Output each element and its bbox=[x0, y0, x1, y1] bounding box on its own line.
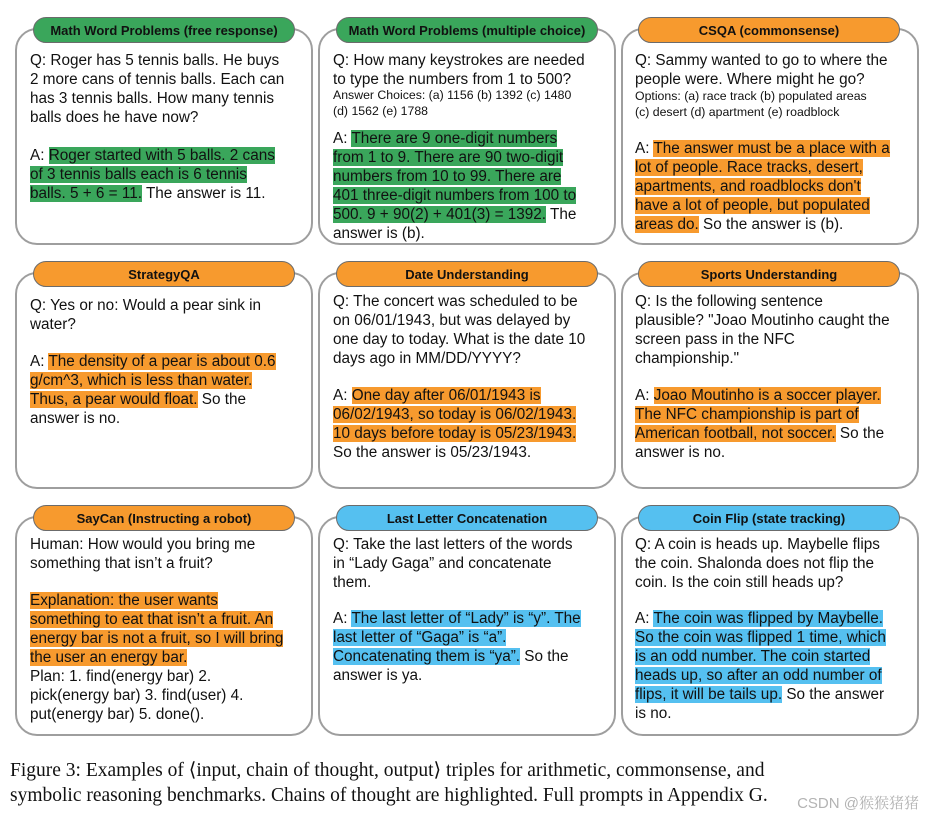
card-title: Coin Flip (state tracking) bbox=[638, 505, 900, 531]
chain-of-thought: Thus, a pear would float. bbox=[30, 391, 198, 408]
caption-line: Figure 3: Examples of ⟨input, chain of thought, output⟩ triples for arithmetic, commonsense, and bbox=[10, 760, 765, 781]
card-title: Sports Understanding bbox=[638, 261, 900, 287]
card-title: Math Word Problems (multiple choice) bbox=[336, 17, 598, 43]
chain-of-thought: of 3 tennis balls each is 6 tennis bbox=[30, 166, 247, 183]
chain-of-thought: 10 days before today is 05/23/1943. bbox=[333, 425, 577, 442]
chain-of-thought: The answer must be a place with a bbox=[653, 140, 890, 157]
chain-of-thought: the user an energy bar. bbox=[30, 649, 188, 666]
answer-text: A: The last letter of “Lady” is “y”. The last letter of “Gaga” is “a”. Concatenating them is “ya”. So the answer is ya. bbox=[333, 610, 581, 684]
chain-of-thought: Roger started with 5 balls. 2 cans bbox=[48, 147, 275, 164]
chain-of-thought: is an odd number. The coin started bbox=[635, 648, 871, 665]
watermark: CSDN @猴猴猪猪 bbox=[797, 792, 919, 813]
chain-of-thought: 06/02/1943, so today is 06/02/1943. bbox=[333, 406, 577, 423]
card-title: Last Letter Concatenation bbox=[336, 505, 598, 531]
chain-of-thought: from 1 to 9. There are 90 two-digit bbox=[333, 149, 564, 166]
answer-text: A: There are 9 one-digit numbers from 1 to 9. There are 90 two-digit numbers from 10 to 99. There are 401 three-digit numbers from 100 to 500. 9 + 90(2) + 401(3) = 1392. The answer is (b). bbox=[333, 130, 577, 242]
answer-text: A: Joao Moutinho is a soccer player. The NFC championship is part of American football, not soccer. So the answer is no. bbox=[635, 387, 885, 461]
question-text: Q: The concert was scheduled to be on 06/01/1943, but was delayed by one day to today. What is the date 10 days ago in MM/DD/YYYY? bbox=[333, 293, 586, 367]
chain-of-thought: 401 three-digit numbers from 100 to bbox=[333, 187, 577, 204]
chain-of-thought: something to eat that isn’t a fruit. An bbox=[30, 611, 274, 628]
answer-text: A: The answer must be a place with a lot of people. Race tracks, desert, apartments, and roadblocks don't have a lot of people, but populated areas do. So the answer is (b). bbox=[635, 140, 890, 233]
chain-of-thought: One day after 06/01/1943 is bbox=[351, 387, 541, 404]
chain-of-thought: lot of people. Race tracks, desert, bbox=[635, 159, 863, 176]
chain-of-thought: last letter of “Gaga” is “a”. bbox=[333, 629, 507, 646]
answer-options: Options: (a) race track (b) populated areas (c) desert (d) apartment (e) roadblock bbox=[635, 89, 867, 119]
chain-of-thought: The NFC championship is part of bbox=[635, 406, 859, 423]
answer-text: A: Roger started with 5 balls. 2 cans of 3 tennis balls each is 6 tennis balls. 5 + 6 = 11. The answer is 11. bbox=[30, 147, 275, 202]
answer-choices: Answer Choices: (a) 1156 (b) 1392 (c) 1480 (d) 1562 (e) 1788 bbox=[333, 88, 572, 118]
chain-of-thought: energy bar is not a fruit, so I will bring bbox=[30, 630, 284, 647]
chain-of-thought: flips, it will be tails up. bbox=[635, 686, 783, 703]
question-text: Human: How would you bring me something that isn’t a fruit? bbox=[30, 536, 256, 572]
answer-text: A: One day after 06/01/1943 is 06/02/1943, so today is 06/02/1943. 10 days before today is 05/23/1943. So the answer is 05/23/1943. bbox=[333, 387, 577, 461]
question-text: Q: How many keystrokes are needed to type the numbers from 1 to 500? bbox=[333, 52, 585, 88]
chain-of-thought: heads up, so after an odd number of bbox=[635, 667, 882, 684]
figure-caption bbox=[10, 758, 925, 808]
chain-of-thought: American football, not soccer. bbox=[635, 425, 836, 442]
card-title: SayCan (Instructing a robot) bbox=[33, 505, 295, 531]
question-text: Q: Is the following sentence plausible? "Joao Moutinho caught the screen pass in the NFC championship." bbox=[635, 293, 890, 367]
card-title: StrategyQA bbox=[33, 261, 295, 287]
chain-of-thought: 500. 9 + 90(2) + 401(3) = 1392. bbox=[333, 206, 547, 223]
chain-of-thought: The last letter of “Lady” is “y”. The bbox=[351, 610, 581, 627]
chain-of-thought: areas do. bbox=[635, 216, 699, 233]
chain-of-thought: balls. 5 + 6 = 11. bbox=[30, 185, 142, 202]
chain-of-thought: have a lot of people, but populated bbox=[635, 197, 870, 214]
chain-of-thought: Joao Moutinho is a soccer player. bbox=[653, 387, 881, 404]
card-title: Math Word Problems (free response) bbox=[33, 17, 295, 43]
question-text: Q: Take the last letters of the words in “Lady Gaga” and concatenate them. bbox=[333, 536, 573, 591]
chain-of-thought: g/cm^3, which is less than water. bbox=[30, 372, 253, 389]
answer-text: Explanation: the user wants something to eat that isn’t a fruit. An energy bar is not a fruit, so I will bring the user an energy bar. Plan: 1. find(energy bar) 2. pick(energy bar) 3. find(user) 4. put(energy bar) 5. done(). bbox=[30, 592, 284, 723]
answer-text: A: The density of a pear is about 0.6 g/cm^3, which is less than water. Thus, a pear would float. So the answer is no. bbox=[30, 353, 276, 427]
chain-of-thought: numbers from 10 to 99. There are bbox=[333, 168, 562, 185]
chain-of-thought: So the coin was flipped 1 time, which bbox=[635, 629, 886, 646]
question-text: Q: Yes or no: Would a pear sink in water? bbox=[30, 297, 262, 333]
chain-of-thought: The coin was flipped by Maybelle. bbox=[653, 610, 884, 627]
question-text: Q: Roger has 5 tennis balls. He buys 2 more cans of tennis balls. Each can has 3 tennis balls. How many tennis balls does he have now? bbox=[30, 52, 285, 126]
caption-line: symbolic reasoning benchmarks. Chains of thought are highlighted. Full prompts in Appendix G. bbox=[10, 785, 768, 806]
answer-text: A: The coin was flipped by Maybelle. So the coin was flipped 1 time, which is an odd number. The coin started heads up, so after an odd number of flips, it will be tails up. So the answer is no. bbox=[635, 610, 886, 722]
chain-of-thought: apartments, and roadblocks don't bbox=[635, 178, 861, 195]
card-title: CSQA (commonsense) bbox=[638, 17, 900, 43]
chain-of-thought: There are 9 one-digit numbers bbox=[351, 130, 558, 147]
chain-of-thought: The density of a pear is about 0.6 bbox=[48, 353, 276, 370]
question-text: Q: A coin is heads up. Maybelle flips the coin. Shalonda does not flip the coin. Is the coin still heads up? bbox=[635, 536, 880, 591]
card-title: Date Understanding bbox=[336, 261, 598, 287]
chain-of-thought: Explanation: the user wants bbox=[30, 592, 218, 609]
question-text: Q: Sammy wanted to go to where the people were. Where might he go? bbox=[635, 52, 888, 88]
chain-of-thought: Concatenating them is “ya”. bbox=[333, 648, 521, 665]
